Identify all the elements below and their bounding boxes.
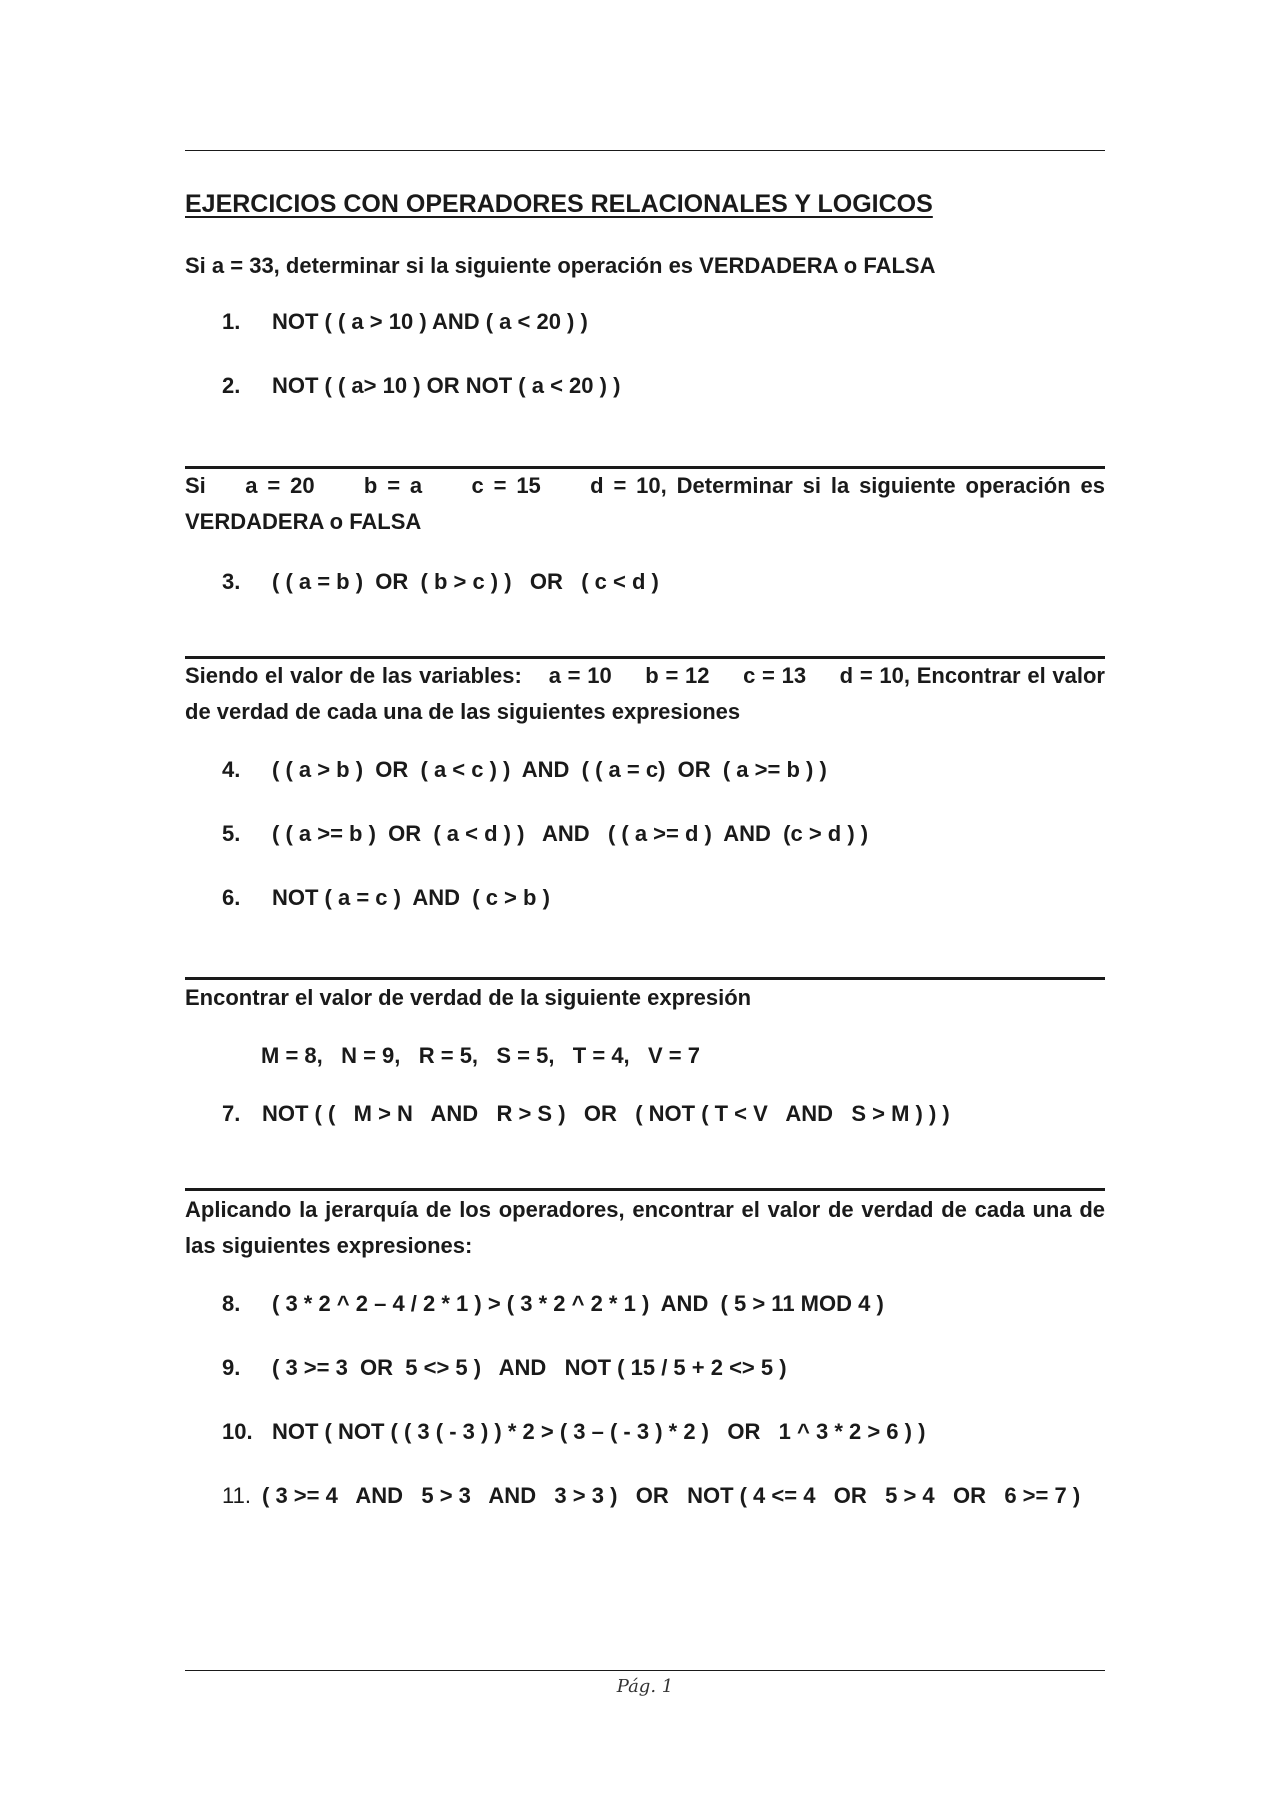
header-rule (185, 150, 1105, 151)
exercise-2-expression: NOT ( ( a> 10 ) OR NOT ( a < 20 ) ) (272, 373, 621, 398)
exercise-5-expression: ( ( a >= b ) OR ( a < d ) ) AND ( ( a >= d ) AND (c > d ) ) (272, 821, 869, 846)
exercise-11-number: 11. (222, 1483, 251, 1508)
exercise-5-number: 5. (222, 821, 241, 846)
exercise-1-number: 1. (222, 309, 241, 334)
exercise-10-expression: NOT ( NOT ( ( 3 ( - 3 ) ) * 2 > ( 3 – ( - 3 ) * 2 ) OR 1 ^ 3 * 2 > 6 ) ) (272, 1419, 926, 1444)
section-2-intro: Si a = 20 b = a c = 15 d = 10, Determinar si la siguiente operación es VERDADERA o FALSA (185, 473, 1112, 534)
exercise-11-expression: ( 3 >= 4 AND 5 > 3 AND 3 > 3 ) OR NOT ( 4 <= 4 OR 5 > 4 OR 6 >= 7 ) (262, 1483, 1081, 1508)
document-title: EJERCICIOS CON OPERADORES RELACIONALES Y LOGICOS (185, 190, 933, 218)
variable-values-line: M = 8, N = 9, R = 5, S = 5, T = 4, V = 7 (261, 1043, 700, 1068)
exercise-4-number: 4. (222, 757, 241, 782)
section-1-intro: Si a = 33, determinar si la siguiente operación es VERDADERA o FALSA (185, 253, 936, 278)
section-5-rule (185, 1188, 1105, 1191)
exercise-3-number: 3. (222, 569, 241, 594)
exercise-6-expression: NOT ( a = c ) AND ( c > b ) (272, 885, 550, 910)
footer-rule (185, 1670, 1105, 1671)
page-number: Pág. 1 (616, 1676, 674, 1697)
exercise-9-expression: ( 3 >= 3 OR 5 <> 5 ) AND NOT ( 15 / 5 + 2 <> 5 ) (272, 1355, 787, 1380)
exercise-7-expression: NOT ( ( M > N AND R > S ) OR ( NOT ( T < V AND S > M ) ) ) (262, 1101, 950, 1126)
section-3-intro: Siendo el valor de las variables: a = 10 b = 12 c = 13 d = 10, Encontrar el valor de verdad de cada una de las siguientes expresiones (185, 663, 1112, 724)
exercise-8-number: 8. (222, 1291, 241, 1316)
exercise-2-number: 2. (222, 373, 241, 398)
exercise-7-number: 7. (222, 1101, 241, 1126)
exercise-6-number: 6. (222, 885, 241, 910)
section-4-intro: Encontrar el valor de verdad de la siguiente expresión (185, 985, 752, 1010)
exercise-4-expression: ( ( a > b ) OR ( a < c ) ) AND ( ( a = c) OR ( a >= b ) ) (272, 757, 827, 782)
exercise-10-number: 10. (222, 1419, 253, 1444)
exercise-1-expression: NOT ( ( a > 10 ) AND ( a < 20 ) ) (272, 309, 588, 334)
exercise-8-expression: ( 3 * 2 ^ 2 – 4 / 2 * 1 ) > ( 3 * 2 ^ 2 * 1 ) AND ( 5 > 11 MOD 4 ) (272, 1291, 884, 1316)
exercise-3-expression: ( ( a = b ) OR ( b > c ) ) OR ( c < d ) (272, 569, 659, 594)
exercise-9-number: 9. (222, 1355, 241, 1380)
section-5-intro: Aplicando la jerarquía de los operadores, encontrar el valor de verdad de cada una de las siguientes expresiones: (185, 1197, 1105, 1258)
